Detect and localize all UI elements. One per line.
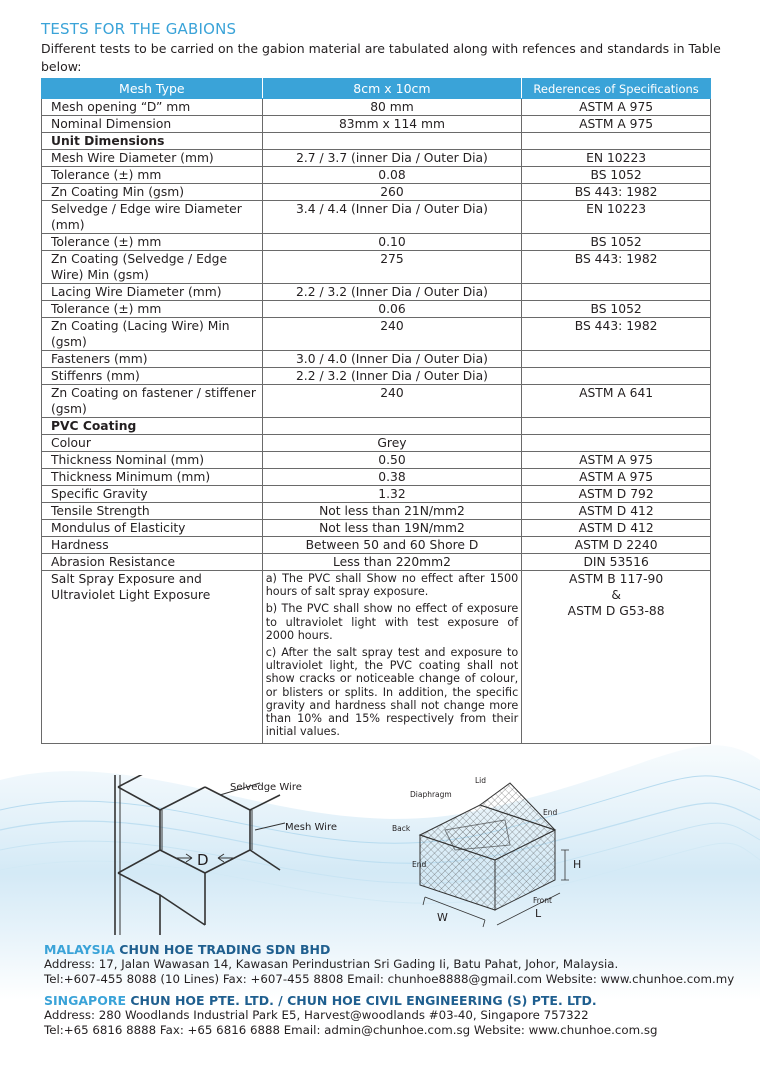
row-value: 0.10 xyxy=(262,234,522,251)
row-reference: EN 10223 xyxy=(522,150,711,167)
row-label: Zn Coating (Selvedge / Edge Wire) Min (gsm) xyxy=(42,251,263,284)
row-label: Mesh Wire Diameter (mm) xyxy=(42,150,263,167)
malaysia-company: CHUN HOE TRADING SDN BHD xyxy=(119,942,331,957)
table-row xyxy=(42,184,711,201)
reference-and: & xyxy=(611,588,621,602)
row-value: 260 xyxy=(262,184,522,201)
table-row xyxy=(42,284,711,301)
row-reference: BS 1052 xyxy=(522,167,711,184)
row-value xyxy=(262,133,522,150)
row-value: 0.50 xyxy=(262,452,522,469)
table-body xyxy=(42,99,711,571)
row-label: Specific Gravity xyxy=(42,486,263,503)
row-reference: ASTM A 975 xyxy=(522,99,711,116)
row-label: Zn Coating (Lacing Wire) Min (gsm) xyxy=(42,318,263,351)
row-reference xyxy=(522,418,711,435)
row-value: 2.2 / 3.2 (Inner Dia / Outer Dia) xyxy=(262,284,522,301)
table-row xyxy=(42,167,711,184)
malaysia-country: MALAYSIA xyxy=(44,942,115,957)
row-reference xyxy=(522,351,711,368)
singapore-country: SINGAPORE xyxy=(44,993,127,1008)
row-value: Between 50 and 60 Shore D xyxy=(262,537,522,554)
table-row xyxy=(42,251,711,284)
table-row xyxy=(42,469,711,486)
row-label: PVC Coating xyxy=(42,418,263,435)
row-label: Tolerance (±) mm xyxy=(42,167,263,184)
table-row xyxy=(42,318,711,351)
row-value: 0.08 xyxy=(262,167,522,184)
specifications-table xyxy=(41,78,711,744)
table-row xyxy=(42,99,711,116)
row-label: Abrasion Resistance xyxy=(42,554,263,571)
row-reference: BS 443: 1982 xyxy=(522,318,711,351)
row-reference xyxy=(522,368,711,385)
row-label: Stiffenrs (mm) xyxy=(42,368,263,385)
header-references: Rederences of Specifications xyxy=(522,79,711,99)
row-label: Thickness Nominal (mm) xyxy=(42,452,263,469)
table-row xyxy=(42,116,711,133)
table-row xyxy=(42,486,711,503)
l-label: L xyxy=(535,907,542,920)
mesh-wire-label: Mesh Wire xyxy=(285,822,337,833)
row-reference xyxy=(522,571,711,744)
row-value: 83mm x 114 mm xyxy=(262,116,522,133)
row-label: Fasteners (mm) xyxy=(42,351,263,368)
reference-1: ASTM B 117-90 xyxy=(569,572,664,586)
gabion-box-diagram xyxy=(385,775,605,940)
row-label: Salt Spray Exposure and Ultraviolet Light Exposure xyxy=(42,571,263,744)
end-top-label: End xyxy=(543,808,558,817)
table-row xyxy=(42,351,711,368)
intro-text: Different tests to be carried on the gabion material are tabulated along with refences and standards in Table below: xyxy=(41,41,721,74)
description-c: c) After the salt spray test and exposure to ultraviolet light, the PVC coating shall not show cracks or noticeable change of colour, or blisters or splits. In addition, the specific gravity and hardness shall not change more than 10% and 15% respectively from their initial values. xyxy=(265,646,519,739)
table-row xyxy=(42,301,711,318)
header-mesh-size: 8cm x 10cm xyxy=(262,79,522,99)
selvedge-wire-label: Selvedge Wire xyxy=(230,782,302,793)
row-value xyxy=(262,418,522,435)
table-row xyxy=(42,554,711,571)
row-reference xyxy=(522,133,711,150)
singapore-company-line xyxy=(44,993,657,1008)
row-value: 3.4 / 4.4 (Inner Dia / Outer Dia) xyxy=(262,201,522,234)
row-value: 275 xyxy=(262,251,522,284)
singapore-contacts: Tel:+65 6816 8888 Fax: +65 6816 6888 Email: admin@chunhoe.com.sg Website: www.chunhoe.com.sg xyxy=(44,1023,658,1037)
row-reference: ASTM A 975 xyxy=(522,452,711,469)
d-label: D xyxy=(197,851,209,869)
row-label: Lacing Wire Diameter (mm) xyxy=(42,284,263,301)
row-value: Less than 220mm2 xyxy=(262,554,522,571)
row-value: 3.0 / 4.0 (Inner Dia / Outer Dia) xyxy=(262,351,522,368)
row-label: Tolerance (±) mm xyxy=(42,234,263,251)
lid-label: Lid xyxy=(475,776,487,785)
row-reference: ASTM A 641 xyxy=(522,385,711,418)
row-label: Zn Coating on fastener / stiffener (gsm) xyxy=(42,385,263,418)
row-label: Nominal Dimension xyxy=(42,116,263,133)
row-label: Tolerance (±) mm xyxy=(42,301,263,318)
table-row xyxy=(42,234,711,251)
table-row xyxy=(42,133,711,150)
row-reference: DIN 53516 xyxy=(522,554,711,571)
row-value: Not less than 21N/mm2 xyxy=(262,503,522,520)
table-row xyxy=(42,368,711,385)
description-a: a) The PVC shall Show no effect after 1500 hours of salt spray exposure. xyxy=(265,572,519,599)
malaysia-company-line xyxy=(44,942,734,957)
row-label: Mesh opening “D” mm xyxy=(42,99,263,116)
singapore-company: CHUN HOE PTE. LTD. / CHUN HOE CIVIL ENGINEERING (S) PTE. LTD. xyxy=(130,993,597,1008)
row-description xyxy=(262,571,522,744)
row-label: Zn Coating Min (gsm) xyxy=(42,184,263,201)
table-row xyxy=(42,385,711,418)
singapore-address: Address: 280 Woodlands Industrial Park E5, Harvest@woodlands #03-40, Singapore 757322 xyxy=(44,1008,589,1022)
row-reference: ASTM D 2240 xyxy=(522,537,711,554)
front-label: Front xyxy=(533,896,552,905)
row-reference: ASTM D 792 xyxy=(522,486,711,503)
row-label: Mondulus of Elasticity xyxy=(42,520,263,537)
row-label: Colour xyxy=(42,435,263,452)
back-label: Back xyxy=(392,824,411,833)
description-b: b) The PVC shall show no effect of exposure to ultraviolet light with test exposure of 2000 hours. xyxy=(265,602,519,642)
row-reference: ASTM D 412 xyxy=(522,503,711,520)
row-reference: BS 1052 xyxy=(522,234,711,251)
page-heading: TESTS FOR THE GABIONS xyxy=(41,20,237,38)
row-reference: ASTM A 975 xyxy=(522,116,711,133)
row-label: Unit Dimensions xyxy=(42,133,263,150)
table-row xyxy=(42,520,711,537)
row-reference: EN 10223 xyxy=(522,201,711,234)
row-value: 80 mm xyxy=(262,99,522,116)
h-label: H xyxy=(573,858,582,871)
row-value: Grey xyxy=(262,435,522,452)
row-reference: ASTM D 412 xyxy=(522,520,711,537)
row-value: 1.32 xyxy=(262,486,522,503)
malaysia-contacts: Tel:+607-455 8088 (10 Lines) Fax: +607-455 8808 Email: chunhoe8888@gmail.com Website: www.chunhoe.com.my xyxy=(44,972,735,986)
table-row xyxy=(42,435,711,452)
row-value: 0.06 xyxy=(262,301,522,318)
table-row xyxy=(42,503,711,520)
table-row xyxy=(42,537,711,554)
table-row xyxy=(42,571,711,744)
header-mesh-type: Mesh Type xyxy=(42,79,263,99)
row-reference xyxy=(522,435,711,452)
row-value: 240 xyxy=(262,385,522,418)
table-header-row xyxy=(42,79,711,99)
row-label: Tensile Strength xyxy=(42,503,263,520)
end-left-label: End xyxy=(412,860,427,869)
row-reference xyxy=(522,284,711,301)
diaphragm-label: Diaphragm xyxy=(410,790,452,799)
row-value: 2.2 / 3.2 (Inner Dia / Outer Dia) xyxy=(262,368,522,385)
malaysia-contact xyxy=(44,942,734,987)
row-value: Not less than 19N/mm2 xyxy=(262,520,522,537)
reference-2: ASTM D G53-88 xyxy=(567,604,665,618)
table-row xyxy=(42,150,711,167)
row-value: 0.38 xyxy=(262,469,522,486)
singapore-contact xyxy=(44,993,657,1038)
table-row xyxy=(42,452,711,469)
row-label: Thickness Minimum (mm) xyxy=(42,469,263,486)
row-label: Selvedge / Edge wire Diameter (mm) xyxy=(42,201,263,234)
table-row xyxy=(42,418,711,435)
row-reference: ASTM A 975 xyxy=(522,469,711,486)
row-reference: BS 443: 1982 xyxy=(522,184,711,201)
row-label: Hardness xyxy=(42,537,263,554)
malaysia-address: Address: 17, Jalan Wawasan 14, Kawasan Perindustrian Sri Gading Ii, Batu Pahat, Johor, Malaysia. xyxy=(44,957,619,971)
mesh-diagram xyxy=(100,775,360,935)
row-value: 2.7 / 3.7 (inner Dia / Outer Dia) xyxy=(262,150,522,167)
row-reference: BS 443: 1982 xyxy=(522,251,711,284)
w-label: W xyxy=(437,911,448,924)
table-row xyxy=(42,201,711,234)
row-value: 240 xyxy=(262,318,522,351)
row-reference: BS 1052 xyxy=(522,301,711,318)
